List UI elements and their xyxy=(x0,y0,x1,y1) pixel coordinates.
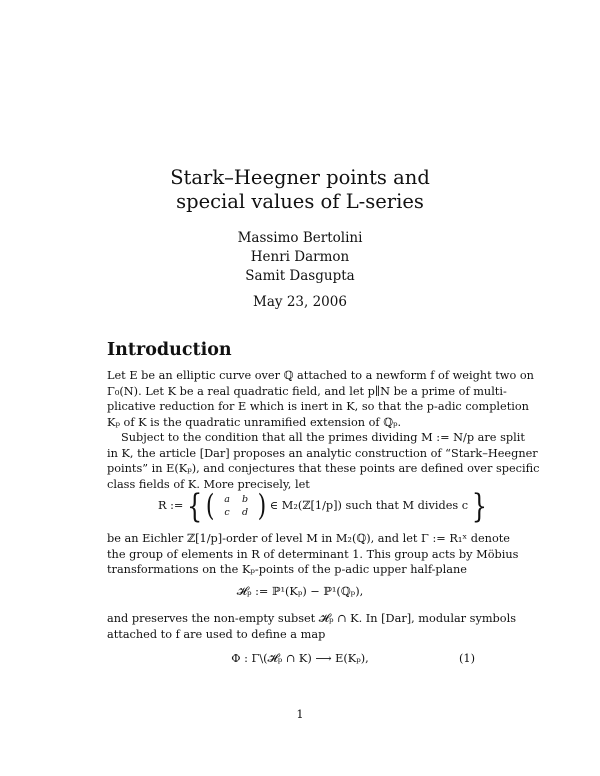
equation-number: (1) xyxy=(459,652,476,665)
eq-rhs: ∈ M₂(ℤ[1/p]) such that M divides c xyxy=(269,499,469,512)
text-line: Let E be an elliptic curve over ℚ attached to a newform f of weight two on xyxy=(107,369,534,382)
text-line: class fields of K. More precisely, let xyxy=(107,477,310,491)
matrix xyxy=(218,493,254,519)
equation-phi-map: Φ : Γ\(𝓗ₚ ∩ K) ⟶ E(Kₚ), xyxy=(231,652,369,665)
section-heading: Introduction xyxy=(107,340,232,360)
text-line: Subject to the condition that all the primes dividing M := N/p are split xyxy=(121,431,525,444)
equation-eichler-order xyxy=(158,487,488,525)
page-number: 1 xyxy=(296,708,304,721)
author-2: Henri Darmon xyxy=(250,249,350,265)
eq-lhs: R := xyxy=(158,499,184,512)
right-brace: } xyxy=(471,487,488,525)
matrix-entry: a xyxy=(224,494,230,505)
text-line: be an Eichler ℤ[1/p]-order of level M in M₂(ℚ), and let Γ := R₁ˣ denote xyxy=(107,532,510,545)
text-line: points” in E(Kₚ), and conjectures that these points are defined over specific xyxy=(107,462,540,476)
left-brace: { xyxy=(186,487,203,525)
paper-title-line-1: Stark–Heegner points and xyxy=(170,166,430,189)
text-line: attached to f are used to define a map xyxy=(107,627,326,641)
paper-date: May 23, 2006 xyxy=(253,294,347,310)
text-line: Γ₀(N). Let K be a real quadratic field, and let p∥N be a prime of multi- xyxy=(107,384,507,398)
paragraph-3 xyxy=(107,531,519,578)
author-3: Samit Dasgupta xyxy=(245,268,355,284)
text-line: plicative reduction for E which is inert in K, so that the p-adic completion xyxy=(107,400,529,414)
text-line: in K, the article [Dar] proposes an analytic construction of “Stark–Heegner xyxy=(107,446,538,460)
text-line: and preserves the non-empty subset 𝓗ₚ ∩ K. In [Dar], modular symbols xyxy=(107,612,517,625)
right-paren: ) xyxy=(257,489,267,523)
text-line: the group of elements in R of determinant 1. This group acts by Möbius xyxy=(107,547,519,561)
author-1: Massimo Bertolini xyxy=(237,230,363,246)
left-paren: ( xyxy=(205,489,215,523)
text-line: Kₚ of K is the quadratic unramified extension of ℚₚ. xyxy=(107,415,402,429)
matrix-entry: d xyxy=(241,507,249,518)
paper-title-line-2: special values of L-series xyxy=(176,190,424,213)
text-line: transformations on the Kₚ-points of the p-adic upper half-plane xyxy=(107,563,467,577)
matrix-entry: c xyxy=(224,507,230,518)
paragraph-1 xyxy=(107,368,534,430)
paragraph-2 xyxy=(107,430,540,492)
equation-upper-half-plane: 𝓗ₚ := ℙ¹(Kₚ) − ℙ¹(ℚₚ), xyxy=(236,585,364,598)
matrix-entry: b xyxy=(241,494,249,505)
paragraph-4 xyxy=(107,611,517,642)
